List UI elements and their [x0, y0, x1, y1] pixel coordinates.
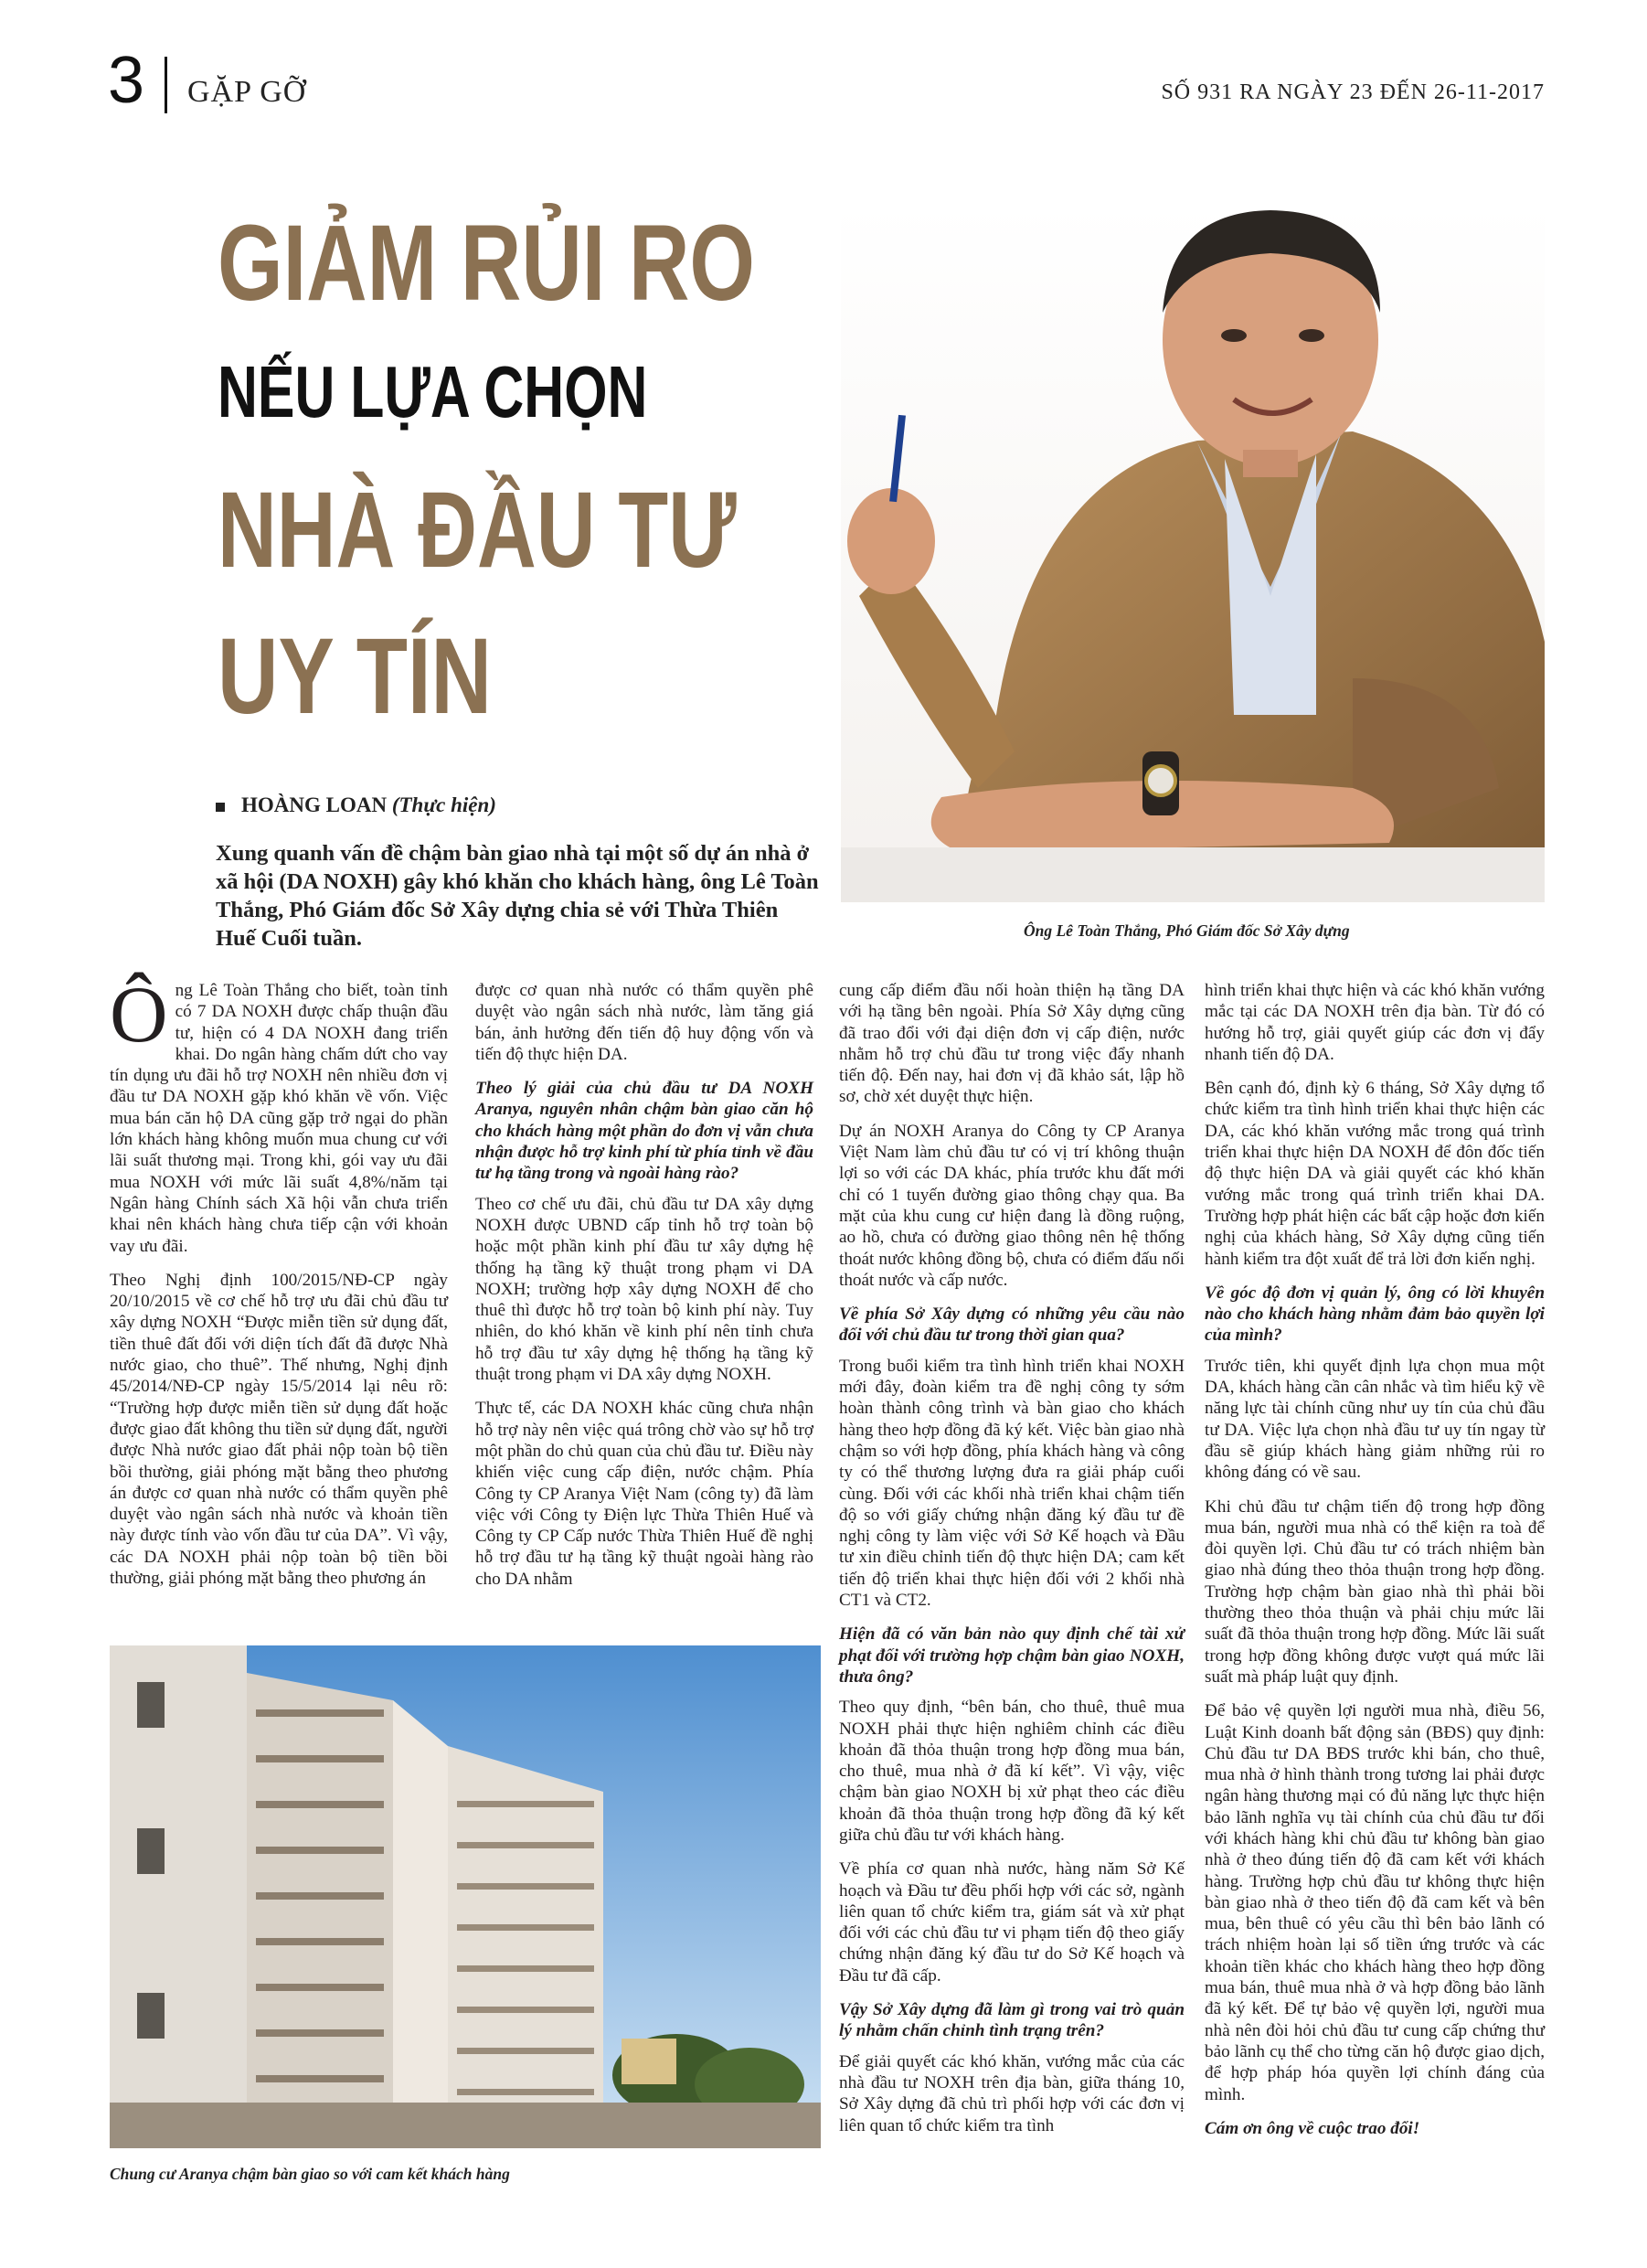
article-paragraph: hình triển khai thực hiện và các khó khăn vướng mắc tại các DA NOXH trên địa bàn. Từ đó có hướng hỗ trợ, giải quyết giúp các đơn vị đẩy nhanh tiến độ DA.: [1205, 981, 1545, 1064]
article-paragraph: Trong buổi kiểm tra tình hình triển khai NOXH mới đây, đoàn kiểm tra đề nghị công ty sớm hoàn thành công trình và bàn giao cho khách hàng theo hợp đồng đã ký kết. Việc bàn giao nhà chậm so với hợp đồng, phía khách hàng và công ty có thể thương lượng đưa ra giải pháp cuối cùng. Đối với các khối nhà triển khai chậm tiến độ so với giấy chứng nhận đăng ký đầu tư đề nghị công ty làm việc với Sở Kế hoạch và Đầu tư xin điều chỉnh tiến độ thực hiện DA; cam kết tiến độ triển khai thực hiện đối với 2 khối nhà CT1 và CT2.: [839, 1356, 1185, 1611]
interview-question: Theo lý giải của chủ đầu tư DA NOXH Aranya, nguyên nhân chậm bàn giao căn hộ cho khách hàng một phần do đơn vị vẫn chưa nhận được hỗ trợ kinh phí từ phía tỉnh về đầu tư hạ tầng trong và ngoài hàng rào?: [475, 1079, 813, 1184]
building-illustration: [110, 1645, 821, 2148]
headline-line-4: UY TÍN: [218, 616, 493, 737]
headline-line-3: NHÀ ĐẦU TƯ: [218, 470, 737, 591]
building-caption: Chung cư Aranya chậm bàn giao so với cam kết khách hàng: [110, 2165, 510, 2183]
article-paragraph: Trước tiên, khi quyết định lựa chọn mua một DA, khách hàng cần cân nhắc và tìm hiểu kỹ về năng lực tài chính cũng như uy tín của chủ đầu tư DA. Việc lựa chọn nhà đầu tư uy tín ngay từ đầu sẽ giúp khách hàng giảm những rủi ro không đáng có về sau.: [1205, 1356, 1545, 1483]
article-paragraph: Theo cơ chế ưu đãi, chủ đầu tư DA xây dựng NOXH được UBND cấp tỉnh hỗ trợ toàn bộ hoặc một phần kinh phí đầu tư xây dựng hệ thống hạ tầng kỹ thuật trong phạm vi DA NOXH; trường hợp xây dựng NOXH để cho thuê thì được hỗ trợ toàn bộ kinh phí này. Tuy nhiên, do khó khăn về kinh phí nên tỉnh chưa hỗ trợ đầu tư xây dựng hệ thống hạ tầng kỹ thuật trong phạm vi DA xây dựng NOXH.: [475, 1194, 813, 1385]
portrait-photo: [841, 203, 1545, 902]
article-paragraph: Dự án NOXH Aranya do Công ty CP Aranya Việt Nam làm chủ đầu tư có vị trí không thuận lợi so với các DA khác, phía trước khu đất mới chỉ có 1 tuyến đường giao thông chạy qua. Ba mặt của khu cung cư hiện đang là đồng ruộng, ao hồ, chưa có đường giao thông nên hệ thống thoát nước không đồng bộ, chưa có điểm đấu nối thoát nước và cấp nước.: [839, 1121, 1185, 1290]
article-paragraph: Về phía cơ quan nhà nước, hàng năm Sở Kế hoạch và Đầu tư đều phối hợp với các sở, ngành liên quan tổ chức kiểm tra, giám sát và xử phạt đối với các chủ đầu tư vi phạm tiến độ theo giấy chứng nhận đăng ký đầu tư do Sở Kế hoạch và Đầu tư đã cấp.: [839, 1859, 1185, 1986]
lede-paragraph: Xung quanh vấn đề chậm bàn giao nhà tại một số dự án nhà ở xã hội (DA NOXH) gây khó khăn cho khách hàng, ông Lê Toàn Thắng, Phó Giám đốc Sở Xây dựng chia sẻ với Thừa Thiên Huế Cuối tuần.: [216, 841, 819, 951]
drop-cap: Ô: [110, 971, 168, 1059]
interview-question: Hiện đã có văn bản nào quy định chế tài xử phạt đối với trường hợp chậm bàn giao NOXH, thưa ông?: [839, 1624, 1185, 1687]
byline-role: (Thực hiện): [391, 793, 496, 816]
headline-line-2: NẾU LỰA CHỌN: [218, 351, 648, 432]
interview-question: Vậy Sở Xây dựng đã làm gì trong vai trò quản lý nhằm chấn chỉnh tình trạng trên?: [839, 2000, 1185, 2041]
byline: [216, 793, 496, 817]
headline-line-1: GIẢM RỦI RO: [218, 203, 756, 324]
article-paragraph: Theo quy định, “bên bán, cho thuê, thuê mua NOXH phải thực hiện nghiêm chỉnh các điều khoản đã thỏa thuận trong hợp đồng mua bán, cho thuê, mua nhà ở đã kí kết”. Vì vậy, việc chậm bàn giao NOXH bị xử phạt theo các điều khoản đã thỏa thuận trong hợp đồng đã ký kết giữa chủ đầu tư với khách hàng.: [839, 1698, 1185, 1845]
issue-info: SỐ 931 RA NGÀY 23 ĐẾN 26-11-2017: [1161, 80, 1545, 104]
closing-line: Cám ơn ông về cuộc trao đổi!: [1205, 2118, 1420, 2138]
portrait-caption: Ông Lê Toàn Thắng, Phó Giám đốc Sở Xây dựng: [1024, 921, 1350, 940]
byline-author: HOÀNG LOAN: [241, 793, 388, 816]
article-paragraph: Bên cạnh đó, định kỳ 6 tháng, Sở Xây dựng tổ chức kiểm tra tình hình triển khai thực hiện các DA, các khó khăn vướng mắc trong quá trình triển khai thực hiện DA NOXH để đôn đốc tiến độ thực hiện DA và giải quyết các khó khăn vướng mắc trong quá trình triển khai DA. Trường hợp phát hiện các bất cập hoặc đơn kiến nghị của khách hàng, Sở Xây dựng cũng tiến hành kiểm tra đột xuất để trả lời đơn kiến nghị.: [1205, 1079, 1545, 1269]
header-divider: [165, 57, 167, 113]
portrait-illustration: [841, 203, 1545, 902]
article-paragraph: cung cấp điểm đầu nối hoàn thiện hạ tầng DA với hạ tầng bên ngoài. Phía Sở Xây dựng cũng đã trao đổi với đại diện đơn vị cấp điện, nước nhằm hỗ trợ chủ đầu tư trong việc đẩy nhanh tiến độ. Đến nay, hai đơn vị đã khảo sát, lập hồ sơ, chờ xét duyệt thực hiện.: [839, 981, 1185, 1107]
section-title: GẶP GỠ: [187, 75, 307, 109]
article-paragraph: Để bảo vệ quyền lợi người mua nhà, điều 56, Luật Kinh doanh bất động sản (BĐS) quy định: Chủ đầu tư DA BĐS trước khi bán, cho thuê, mua nhà ở hình thành trong tương lai phải được ngân hàng thương mại có đủ năng lực thực hiện bảo lãnh nghĩa vụ tài chính của chủ đầu tư đối với khách hàng khi chủ đầu tư không bàn giao nhà ở theo đúng tiến độ đã cam kết với khách hàng. Trường hợp chủ đầu tư không thực hiện bàn giao nhà ở theo tiến độ đã cam kết và bên mua, bên thuê có yêu cầu thì bên bảo lãnh có trách nhiệm hoàn lại số tiền ứng trước và các khoản tiền khác cho khách hàng theo hợp đồng mua bán, thuê mua nhà ở và hợp đồng bảo lãnh đã ký kết. Để tự bảo vệ quyền lợi, người mua nhà nên đòi hỏi chủ đầu tư cung cấp chứng thư bảo lãnh cụ thể cho từng căn hộ được giao dịch, để hợp pháp hóa quyền lợi chính đáng của mình.: [1205, 1701, 1545, 2104]
article-column-3: [839, 980, 1185, 2149]
article-paragraph: được cơ quan nhà nước có thẩm quyền phê duyệt vào ngân sách nhà nước, làm tăng giá bán, ảnh hưởng đến tiến độ huy động vốn và tiến độ thực hiện DA.: [475, 981, 813, 1064]
article-paragraph: Ông Lê Toàn Thắng cho biết, toàn tỉnh có 7 DA NOXH được chấp thuận đầu tư, hiện có 4 DA NOXH đang triển khai. Do ngân hàng chấm dứt cho vay tín dụng ưu đãi hỗ trợ NOXH nên nhiều đơn vị đầu tư DA NOXH gặp khó khăn về vốn. Việc mua bán căn hộ DA cũng gặp trở ngại do phần lớn khách hàng không muốn mua chung cư với lãi suất thương mại. Trong khi, gói vay ưu đãi mua NOXH với mức lãi suất 4,8%/năm tại Ngân hàng Chính sách Xã hội vẫn chưa triển khai nên khách hàng chưa tiếp cận với khoản vay ưu đãi.: [110, 971, 448, 1256]
article-paragraph: Theo Nghị định 100/2015/NĐ-CP ngày 20/10/2015 về cơ chế hỗ trợ ưu đãi chủ đầu tư xây dựng NOXH “Được miễn tiền sử dụng đất, tiền thuê đất đối với diện tích đất đã được Nhà nước giao, cho thuê”. Thế nhưng, Nghị định 45/2014/NĐ-CP ngày 15/5/2014 lại nêu rõ: “Trường hợp được miễn tiền sử dụng đất hoặc được giao đất không thu tiền sử dụng đất, người được Nhà nước giao đất phải nộp toàn bộ tiền bồi thường, giải phóng mặt bằng theo phương án được cơ quan nhà nước có thẩm quyền phê duyệt vào ngân sách nhà nước và khoản tiền này được tính vào vốn đầu tư của DA”. Vì vậy, các DA NOXH phải nộp toàn bộ tiền bồi thường, giải phóng mặt bằng theo phương án: [110, 1270, 448, 1589]
building-photo: [110, 1645, 821, 2148]
article-column-1: [110, 971, 448, 1602]
bullet-square-icon: [216, 803, 225, 812]
article-paragraph: Để giải quyết các khó khăn, vướng mắc của các nhà đầu tư NOXH trên địa bàn, giữa tháng 10, Sở Xây dựng đã chủ trì phối hợp với các đơn vị liên quan tổ chức kiểm tra tình: [839, 2051, 1185, 2135]
article-column-2: [475, 980, 813, 1603]
interview-question: Về phía Sở Xây dựng có những yêu cầu nào đối với chủ đầu tư trong thời gian qua?: [839, 1304, 1185, 1346]
interview-question: Về góc độ đơn vị quản lý, ông có lời khuyên nào cho khách hàng nhằm đảm bảo quyền lợi của mình?: [1205, 1283, 1545, 1346]
page-number: 3: [108, 44, 145, 117]
article-paragraph: Khi chủ đầu tư chậm tiến độ trong hợp đồng mua bán, người mua nhà có thể kiện ra toà để đòi quyền lợi. Chủ đầu tư có trách nhiệm bàn giao nhà đúng theo thỏa thuận trong hợp đồng. Trường hợp chậm bàn giao nhà thì phải bồi thường theo thỏa thuận và phải chịu mức lãi suất đã thỏa thuận trong hợp đồng. Mức lãi suất trong hợp đồng không được vượt quá mức lãi suất mà pháp luật quy định.: [1205, 1496, 1545, 1687]
article-column-4: [1205, 980, 1545, 2148]
article-paragraph: Thực tế, các DA NOXH khác cũng chưa nhận hỗ trợ này nên việc quá trông chờ vào sự hỗ trợ một phần do chủ quan của chủ đầu tư. Điều này khiến việc cung cấp điện, nước chậm. Phía Công ty CP Aranya Việt Nam (công ty) đã làm việc với Công ty Điện lực Thừa Thiên Huế và Công ty CP Cấp nước Thừa Thiên Huế đề nghị hỗ trợ đầu tư hạ tầng kỹ thuật ngoài hàng rào cho DA nhằm: [475, 1399, 813, 1589]
